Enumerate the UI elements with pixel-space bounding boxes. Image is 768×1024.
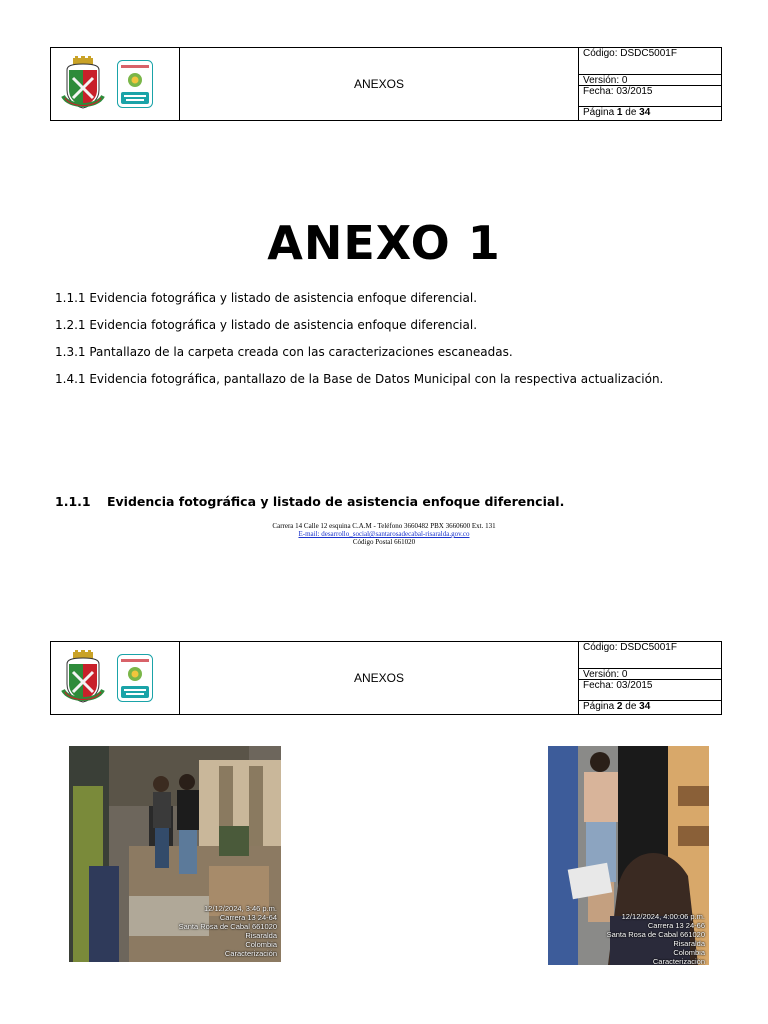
total-pages: 34 bbox=[639, 107, 651, 118]
stamp-line: Risaralda bbox=[673, 939, 705, 948]
stamp-line: 12/12/2024, 3:46 p.m. bbox=[204, 904, 277, 913]
section-title: Evidencia fotográfica y listado de asistencia enfoque diferencial. bbox=[107, 494, 565, 509]
header-meta bbox=[579, 642, 722, 714]
section-number: 1.1.1 bbox=[55, 494, 91, 509]
total-pages: 34 bbox=[639, 701, 651, 712]
municipal-crest-logo bbox=[61, 650, 105, 706]
stamp-line: Colombia bbox=[673, 948, 705, 957]
page-header bbox=[50, 641, 722, 715]
logo-cell bbox=[51, 642, 180, 714]
footer-address: Carrera 14 Calle 12 esquina C.A.M - Teléfono 3660482 PBX 3660600 Ext. 131 bbox=[272, 522, 496, 530]
photo-timestamp-overlay bbox=[607, 912, 705, 965]
stamp-line: 12/12/2024, 4:00:06 p.m. bbox=[621, 912, 705, 921]
toc-item: 1.4.1 Evidencia fotográfica, pantallazo de la Base de Datos Municipal con la respectiva actualización. bbox=[55, 372, 664, 386]
page-number bbox=[579, 701, 722, 714]
stamp-line: Carrera 13 24-66 bbox=[647, 921, 705, 930]
doc-code: Código: DSDC5001F bbox=[579, 642, 722, 669]
footer-email-link[interactable]: E-mail: desarrollo_social@santarosadecabal-risaralda.gov.co bbox=[298, 530, 470, 538]
current-page: 1 bbox=[616, 107, 623, 118]
municipal-crest-logo bbox=[61, 56, 105, 112]
doc-date: Fecha: 03/2015 bbox=[579, 86, 722, 107]
page-prefix: Página bbox=[583, 107, 615, 118]
page-sep: de bbox=[625, 107, 637, 118]
page-footer bbox=[0, 522, 768, 546]
logo-cell bbox=[51, 48, 180, 120]
evidence-photo bbox=[548, 746, 709, 965]
stamp-line: Caracterización bbox=[652, 957, 705, 965]
toc-item: 1.3.1 Pantallazo de la carpeta creada con las caracterizaciones escaneadas. bbox=[55, 345, 513, 359]
header-title: ANEXOS bbox=[180, 642, 579, 714]
photo-timestamp-overlay bbox=[179, 904, 277, 958]
header-meta bbox=[579, 48, 722, 120]
doc-version: Versión: 0 bbox=[579, 669, 722, 680]
evidence-photo bbox=[69, 746, 281, 962]
section-heading bbox=[55, 494, 564, 509]
stamp-line: Risaralda bbox=[245, 931, 277, 940]
stamp-line: Caracterización bbox=[224, 949, 277, 958]
page-header bbox=[50, 47, 722, 121]
header-title: ANEXOS bbox=[180, 48, 579, 120]
toc-item: 1.1.1 Evidencia fotográfica y listado de asistencia enfoque diferencial. bbox=[55, 291, 478, 305]
stamp-line: Carrera 13 24-64 bbox=[219, 913, 277, 922]
current-page: 2 bbox=[616, 701, 623, 712]
stamp-line: Santa Rosa de Cabal 661020 bbox=[606, 930, 705, 939]
page-sep: de bbox=[625, 701, 637, 712]
stamp-line: Santa Rosa de Cabal 661020 bbox=[178, 922, 277, 931]
anexo-title: ANEXO 1 bbox=[267, 216, 501, 270]
tourism-quality-badge-logo bbox=[117, 654, 153, 702]
toc-item: 1.2.1 Evidencia fotográfica y listado de asistencia enfoque diferencial. bbox=[55, 318, 478, 332]
page-number bbox=[579, 107, 722, 120]
page-prefix: Página bbox=[583, 701, 615, 712]
footer-postal: Código Postal 661020 bbox=[352, 538, 416, 546]
doc-date: Fecha: 03/2015 bbox=[579, 680, 722, 701]
stamp-line: Colombia bbox=[245, 940, 277, 949]
doc-code: Código: DSDC5001F bbox=[579, 48, 722, 75]
tourism-quality-badge-logo bbox=[117, 60, 153, 108]
doc-version: Versión: 0 bbox=[579, 75, 722, 86]
